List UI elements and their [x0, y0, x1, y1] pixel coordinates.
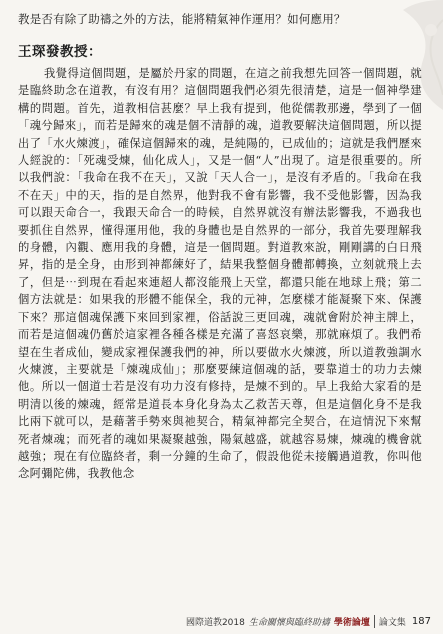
answer-paragraph: 我覺得這個問題，是屬於丹家的問題，在這之前我想先回答一個問題，就是臨終助念在道教，有沒有用？這個問題我們必須先很清楚，這是一個神學建構的問題。首先，道教相信甚麼？早上我有提到，他從儒教那邊，學到了一個「魂兮歸來」，而若是歸來的魂是個不清靜的魂，道教要解決這個問題，所以提出了「水火煉渡」，確保這個歸來的魂，是純陽的，已成仙的；這就是我們歷來人經說的：「死魂受煉，仙化成人」，又是一個“人”出現了。這是很重要的。所以我們說：「我命在我不在天」，又說「天人合一」，是沒有矛盾的。「我命在我不在天」中的天，指的是自然界，他對我不會有影響，我不受他影響，因為我可以跟天命合一，我跟天命合一的時候，自然界就沒有辦法影響我，不過我也要抓住自然界，懂得運用他，我的身體也是自然界的一部分，我首先要理解我的身體，內觀、應用我的身體，這是一個問題。對道教來說，剛剛講的白日飛昇，指的是全身，由形到神都練好了，結果我整個身體都轉換，立刻就飛上去了，但是⋯到現在看起來連超人都沒能飛上天堂，都還只能在地球上飛；第二個方法就是：如果我的形體不能保全，我的元神，怎麼樣才能凝聚下來、保護下來？那這個魂保護下來回到家裡，俗話說三更回魂，魂就會附於神主牌上，而若是這個魂仍舊於這家裡各種各樣是充滿了喜怒哀樂，那就麻煩了。我們希望在生者成仙，變成家裡保護我們的神，所以要做水火煉渡，所以道教強調水火煉渡，主要就是「煉魂成仙」；那麼要練這個魂的話，要靠道士的功力去煉他。所以一個道士若是沒有功力沒有修持，是煉不到的。早上我給大家看的是明清以後的煉魂，經常是道長本身化身為太乙救苦天尊，但是這個化身不是我比兩下就可以，是藉著手勢來與祂契合，精氣神都完全契合，在這情況下來幫死者煉魂；而死者的魂如果凝聚越強，陽氣越盛，就越容易煉，煉魂的機會就越強；現在有位臨終者，剩一分鐘的生命了，假設他從未接觸過道教，你叫他念阿彌陀佛，我教他念: [18, 67, 422, 481]
footer-conference: 國際道教2018: [185, 617, 245, 628]
page-footer: [0, 612, 443, 630]
footer-collection: 論文集: [374, 615, 406, 628]
page-number: 187: [411, 615, 431, 627]
footer-theme: 生命關懷與臨終助禱: [248, 617, 330, 628]
article-body: [18, 10, 422, 483]
footer-stamp: 學術論壇: [333, 617, 370, 628]
question-text: 教是否有除了助禱之外的方法，能將精氣神作運用？如何應用？: [18, 12, 346, 26]
speaker-name: 王琛發教授：: [18, 44, 102, 60]
